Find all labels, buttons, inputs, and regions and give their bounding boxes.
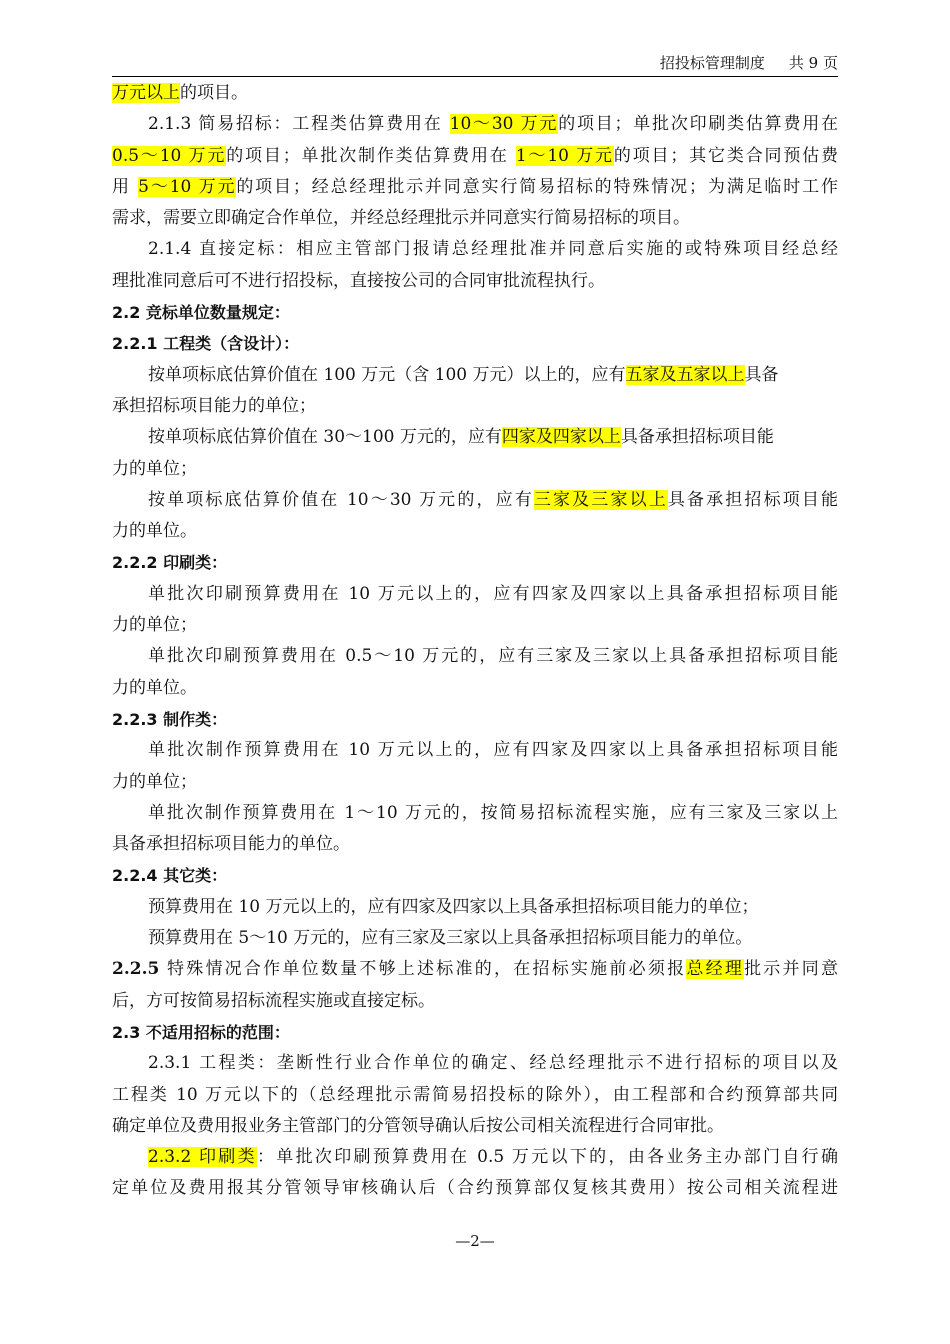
header-title: 招投标管理制度: [659, 54, 765, 72]
text-run: 特殊情况合作单位数量不够上述标准的，在招标实施前必须报: [159, 959, 687, 980]
text-run: 工程类 10 万元以下的（总经理批示需简易招投标的除外），由工程部和合约预算部共同: [112, 1084, 838, 1105]
text-line: [112, 141, 838, 172]
text-line: [112, 954, 838, 985]
text-line: [112, 1111, 838, 1142]
text-line: [112, 234, 838, 265]
text-line: [112, 360, 838, 391]
text-line: [112, 704, 838, 735]
text-run: 按单项标底估算价值在 30～100 万元的，应有: [148, 427, 502, 448]
text-run: 2.2.5: [112, 959, 160, 980]
text-run: 定单位及费用报其分管领导审核确认后（合约预算部仅复核其费用）按公司相关流程进: [112, 1178, 838, 1199]
text-line: [112, 1142, 838, 1173]
text-run: 的项目；单批次制作类估算费用在: [226, 145, 516, 166]
text-run: 承担招标项目能力的单位；: [112, 395, 316, 416]
text-run: 的项目；单批次印刷类估算费用在: [558, 114, 838, 135]
text-run: 具备: [744, 364, 779, 385]
text-run: 2.1.4 直接定标：相应主管部门报请总经理批准并同意后实施的或特殊项目经总经: [148, 239, 838, 260]
text-run: 2.2.3 制作类：: [112, 709, 228, 729]
highlighted-text: 三家及三家以上: [533, 489, 668, 510]
text-line: [112, 485, 838, 516]
text-line: [112, 172, 838, 203]
text-line: [112, 860, 838, 891]
text-line: [112, 266, 838, 297]
text-run: 单批次印刷预算费用在 0.5～10 万元的，应有三家及三家以上具备承担招标项目能: [148, 646, 838, 667]
text-line: [112, 986, 838, 1017]
text-run: 预算费用在 10 万元以上的，应有四家及四家以上具备承担招标项目能力的单位；: [148, 896, 759, 917]
text-run: 2.3 不适用招标的范围：: [112, 1022, 290, 1042]
text-line: [112, 547, 838, 578]
text-run: 力的单位。: [112, 521, 197, 542]
text-line: [112, 297, 838, 328]
text-line: [112, 829, 838, 860]
text-run: 后，方可按简易招标流程实施或直接定标。: [112, 990, 435, 1011]
highlighted-text: 五家及五家以上: [625, 364, 745, 385]
text-run: ：单批次印刷预算费用在 0.5 万元以下的，由各业务主办部门自行确: [256, 1147, 838, 1168]
text-run: 的项目；其它类合同预估费: [613, 145, 838, 166]
text-line: [112, 516, 838, 547]
text-line: [112, 923, 838, 954]
highlighted-text: 万元以上: [112, 83, 180, 103]
text-run: 力的单位；: [112, 615, 197, 636]
text-line: [112, 673, 838, 704]
text-run: 力的单位。: [112, 677, 197, 698]
text-line: [112, 1173, 838, 1204]
text-line: [112, 579, 838, 610]
text-line: [112, 422, 838, 453]
highlighted-text: 1～10 万元: [515, 145, 614, 166]
highlighted-text: 5～10 万元: [138, 176, 237, 197]
text-line: [112, 798, 838, 829]
header-page-count: 共 9 页: [788, 54, 838, 72]
text-run: 理批准同意后可不进行招投标，直接按公司的合同审批流程执行。: [112, 270, 605, 291]
text-run: 2.2.4 其它类：: [112, 866, 228, 886]
page-number: —2—: [455, 1232, 495, 1250]
page-header: [112, 50, 838, 77]
text-run: 的项目；经总经理批示并同意实行简易招标的特殊情况；为满足临时工作: [236, 176, 838, 197]
text-run: 单批次制作预算费用在 1～10 万元的，按简易招标流程实施，应有三家及三家以上: [148, 802, 838, 823]
text-line: [112, 109, 838, 140]
text-run: 2.2.2 印刷类：: [112, 553, 228, 573]
text-run: 2.2 竞标单位数量规定：: [112, 303, 290, 323]
text-run: 批示并同意: [744, 959, 838, 980]
text-line: [112, 454, 838, 485]
text-line: [112, 892, 838, 923]
text-run: 2.2.1 工程类（含设计）：: [112, 334, 300, 354]
text-run: 预算费用在 5～10 万元的，应有三家及三家以上具备承担招标项目能力的单位。: [148, 928, 753, 949]
document-body: [112, 78, 838, 1205]
text-run: 需求，需要立即确定合作单位，并经总经理批示并同意实行简易招标的项目。: [112, 208, 690, 229]
text-line: [112, 391, 838, 422]
text-run: 确定单位及费用报业务主管部门的分管领导确认后按公司相关流程进行合同审批。: [112, 1115, 724, 1136]
text-run: 用: [112, 176, 139, 197]
text-line: [112, 1048, 838, 1079]
text-run: 单批次制作预算费用在 10 万元以上的，应有四家及四家以上具备承担招标项目能: [148, 740, 838, 761]
highlighted-text: 10～30 万元: [449, 114, 559, 135]
page-footer: [0, 1232, 950, 1250]
text-run: 力的单位；: [112, 458, 197, 479]
highlighted-text: 四家及四家以上: [501, 427, 621, 448]
text-run: 2.3.1 工程类：垄断性行业合作单位的确定、经总经理批示不进行招标的项目以及: [148, 1053, 838, 1074]
text-line: [112, 735, 838, 766]
highlighted-text: 总经理: [686, 959, 745, 980]
text-line: [112, 1017, 838, 1048]
text-run: 按单项标底估算价值在 10～30 万元的，应有: [148, 489, 534, 510]
text-line: [112, 767, 838, 798]
text-run: 的项目。: [180, 83, 248, 103]
text-run: 2.1.3 简易招标：工程类估算费用在: [148, 114, 450, 135]
text-line: [112, 610, 838, 641]
highlighted-text: 2.3.2 印刷类: [148, 1147, 257, 1168]
text-run: 具备承担招标项目能: [620, 427, 774, 448]
text-line: [112, 328, 838, 359]
highlighted-text: 0.5～10 万元: [112, 145, 227, 166]
text-line: [112, 78, 838, 109]
text-line: [112, 203, 838, 234]
text-run: 具备承担招标项目能力的单位。: [112, 834, 350, 855]
text-run: 单批次印刷预算费用在 10 万元以上的，应有四家及四家以上具备承担招标项目能: [148, 583, 838, 604]
text-line: [112, 641, 838, 672]
text-line: [112, 1080, 838, 1111]
text-run: 具备承担招标项目能: [667, 489, 838, 510]
text-run: 力的单位；: [112, 771, 197, 792]
text-run: 按单项标底估算价值在 100 万元（含 100 万元）以上的，应有: [148, 364, 626, 385]
